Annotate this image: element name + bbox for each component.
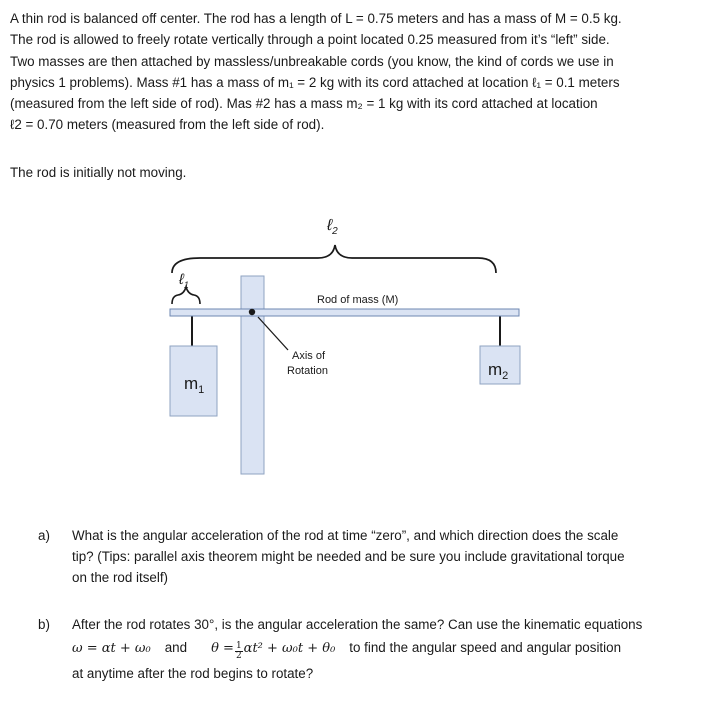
question-b — [10, 614, 700, 686]
pivot-point — [249, 309, 255, 315]
axis-label-line2: Rotation — [287, 365, 328, 377]
equation-prefix: θ = — [211, 641, 234, 656]
rod — [170, 309, 519, 316]
ell1-label: ℓ$_1$ — [179, 271, 189, 290]
intro-line: ℓ2 = 0.70 meters (measured from the left side of rod). — [10, 117, 325, 133]
question-line: tip? (Tips: parallel axis theorem might be needed and be sure you include gravitational torque — [72, 549, 625, 564]
question-line: After the rod rotates 30°, is the angular acceleration the same? Can use the kinematic equations — [72, 617, 643, 632]
fraction-denominator: 2 — [235, 651, 242, 661]
question-a-text — [72, 525, 702, 588]
intro-line: (measured from the left side of rod). Mas #2 has a mass m₂ = 1 kg with its cord attached at location — [10, 96, 598, 112]
question-line: on the rod itself) — [72, 570, 169, 585]
fraction-numerator: 1 — [235, 641, 242, 651]
mass-2-label: $m_2$ — [488, 360, 509, 382]
question-b-text — [72, 614, 702, 684]
equation-line — [72, 637, 702, 661]
question-b-label: b) — [38, 617, 50, 632]
intro-line: physics 1 problems). Mass #1 has a mass of m₁ = 2 kg with its cord attached at location ℓ₁ = 0.1 meters — [10, 74, 620, 90]
question-line: What is the angular acceleration of the rod at time “zero”, and which direction does the scale — [72, 528, 619, 543]
equation-suffix: αt² + ω₀t + θ₀ — [243, 641, 336, 656]
rod-label: Rod of mass (M) — [317, 294, 399, 306]
mass-1-label: $m_1$ — [184, 374, 205, 396]
intro-line: A thin rod is balanced off center. The rod has a length of L = 0.75 meters and has a mass of M = 0.5 kg. — [10, 11, 622, 26]
question-line: at anytime after the rod begins to rotate? — [72, 666, 314, 681]
intro-line: The rod is allowed to freely rotate vertically through a point located 0.25 measured from it’s “left” side. — [10, 32, 610, 48]
question-line-tail: to find the angular speed and angular position — [349, 640, 622, 655]
ell2-brace — [172, 245, 496, 273]
and-word: and — [164, 640, 188, 655]
initial-state-line: The rod is initially not moving. — [10, 165, 187, 180]
ell2-label: ℓ$_2$ — [327, 217, 338, 237]
angular-position-equation — [211, 641, 336, 661]
question-a — [10, 525, 700, 591]
axis-post — [241, 276, 264, 474]
one-half-fraction — [235, 642, 243, 661]
question-a-label: a) — [38, 528, 50, 543]
intro-line: Two masses are then attached by massless/unbreakable cords (you know, the kind of cords we use in — [10, 53, 614, 69]
angular-velocity-equation: ω = αt + ω₀ — [72, 641, 151, 656]
axis-label-line1: Axis of — [292, 350, 326, 362]
